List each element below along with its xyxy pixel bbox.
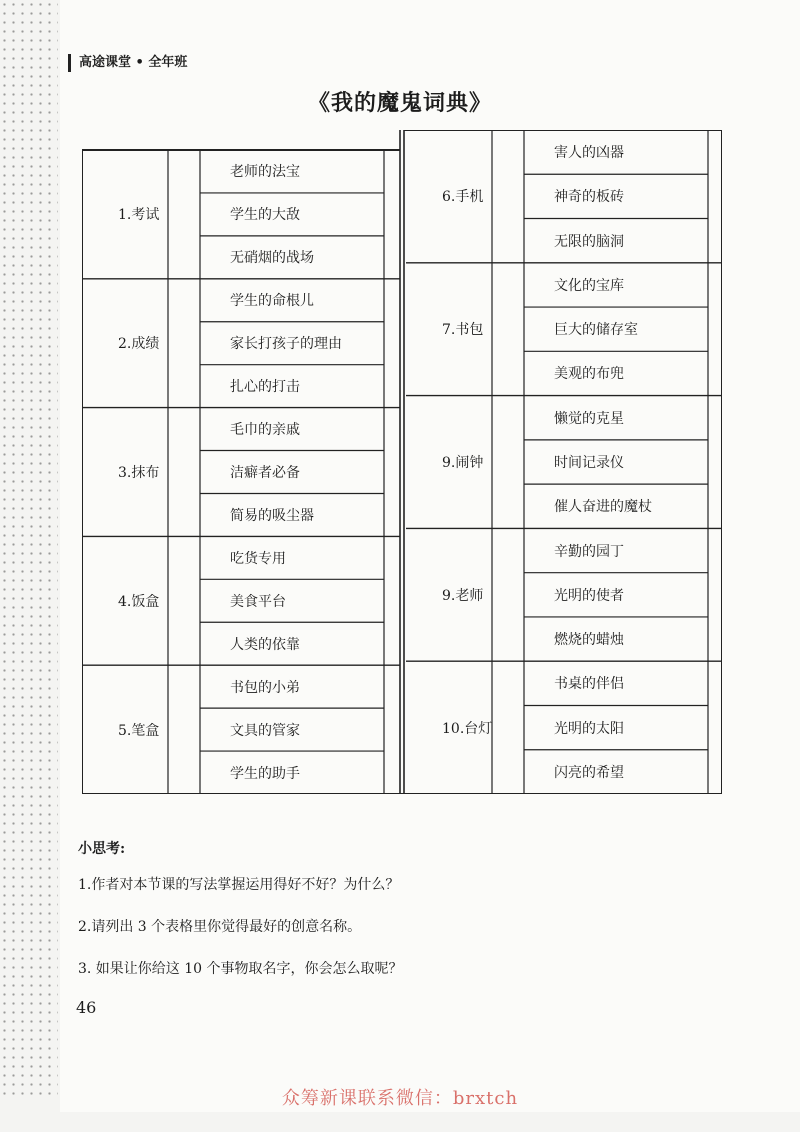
creative-name-cell: 无限的脑洞 [554, 233, 624, 250]
creative-name-cell: 光明的使者 [554, 587, 624, 604]
creative-name-cell: 害人的凶器 [554, 145, 624, 162]
creative-name-cell: 懒觉的克星 [554, 410, 624, 427]
creative-name-cell: 燃烧的蜡烛 [554, 632, 624, 649]
creative-name-cell: 光明的太阳 [554, 720, 624, 737]
creative-name-cell: 吃货专用 [230, 550, 286, 567]
creative-name-cell: 无硝烟的战场 [230, 250, 314, 267]
questions-title: 小思考: [78, 841, 126, 857]
category-label: 2.成绩 [118, 336, 160, 353]
question-item: 2.请列出 3 个表格里你觉得最好的创意名称。 [78, 919, 362, 935]
category-label: 7.书包 [442, 322, 484, 339]
creative-name-cell: 家长打孩子的理由 [230, 336, 342, 353]
category-label: 5.笔盒 [118, 722, 160, 739]
category-label: 1.考试 [118, 207, 160, 224]
creative-name-cell: 书包的小弟 [230, 679, 300, 696]
category-label: 3.抹布 [118, 465, 160, 481]
creative-name-cell: 毛巾的亲戚 [230, 422, 300, 439]
creative-name-cell: 美食平台 [230, 593, 286, 610]
dictionary-table [82, 130, 722, 794]
category-label: 6.手机 [442, 189, 484, 206]
creative-name-cell: 闪亮的希望 [554, 764, 624, 781]
binding-dots [0, 0, 58, 1100]
creative-name-cell: 学生的助手 [230, 765, 300, 782]
creative-name-cell: 巨大的储存室 [554, 322, 638, 339]
category-label: 9.闹钟 [442, 455, 484, 471]
creative-name-cell: 时间记录仪 [554, 455, 624, 471]
page-number: 46 [76, 998, 97, 1017]
page-header: 高途课堂 • 全年班 [68, 54, 187, 72]
creative-name-cell: 神奇的板砖 [554, 189, 624, 206]
table-grid [82, 130, 722, 794]
creative-name-cell: 简易的吸尘器 [230, 507, 314, 524]
question-item: 1.作者对本节课的写法掌握运用得好不好？为什么？ [78, 877, 400, 893]
questions-section [78, 838, 403, 1000]
creative-name-cell: 学生的命根儿 [230, 293, 314, 310]
creative-name-cell: 人类的依靠 [230, 636, 300, 653]
watermark: 众筹新课联系微信：brxtch [281, 1088, 519, 1109]
creative-name-cell: 美观的布兜 [554, 366, 624, 383]
page-title: 《我的魔鬼词典》 [307, 90, 492, 116]
question-item: 3. 如果让你给这 10 个事物取名字，你会怎么取呢？ [78, 961, 403, 977]
creative-name-cell: 文具的管家 [230, 722, 300, 739]
creative-name-cell: 学生的大敌 [230, 207, 300, 224]
creative-name-cell: 书桌的伴侣 [554, 676, 624, 693]
creative-name-cell: 催人奋进的魔杖 [554, 499, 652, 516]
creative-name-cell: 扎心的打击 [230, 379, 300, 396]
creative-name-cell: 文化的宝库 [554, 277, 624, 294]
category-label: 4.饭盒 [118, 593, 160, 610]
category-label: 9.老师 [442, 587, 484, 604]
creative-name-cell: 洁癖者必备 [230, 465, 300, 481]
creative-name-cell: 老师的法宝 [230, 164, 300, 181]
category-label: 10.台灯 [442, 720, 493, 737]
creative-name-cell: 辛勤的园丁 [554, 543, 624, 560]
